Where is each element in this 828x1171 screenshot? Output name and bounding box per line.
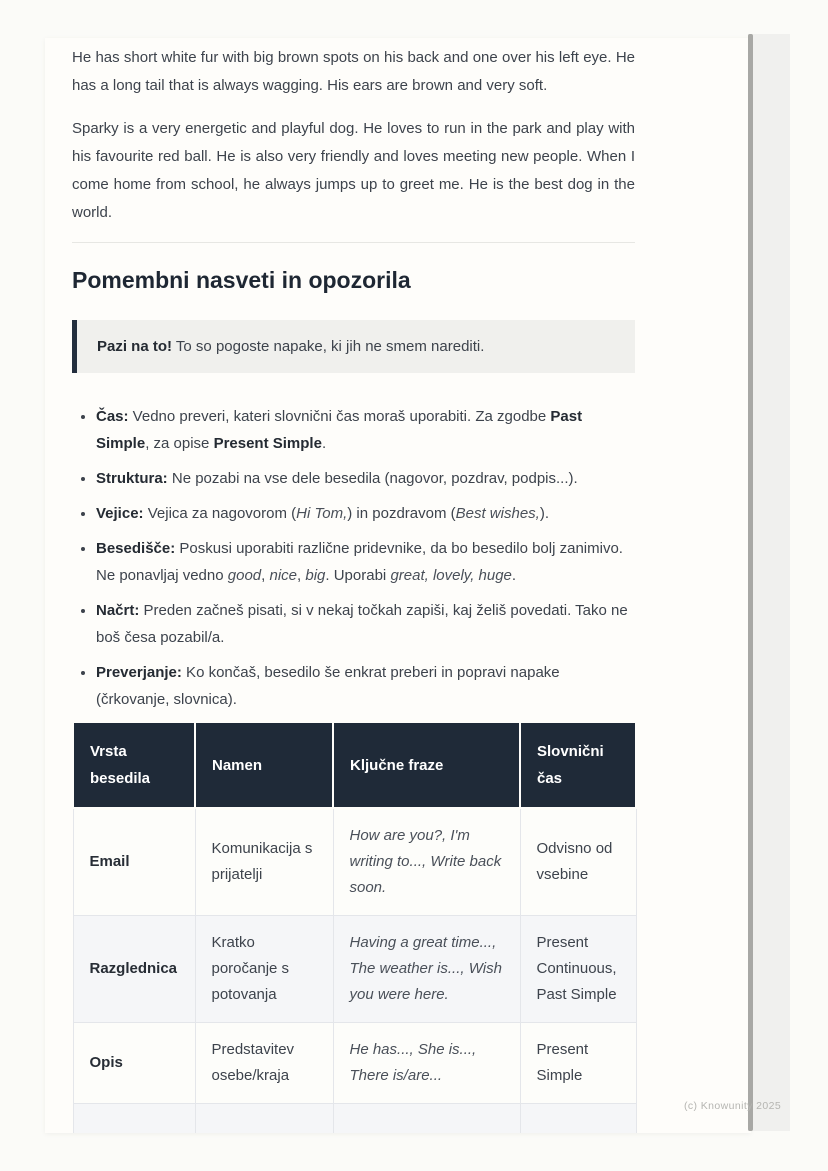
- cell-fraze: He has..., She is..., There is/are...: [333, 1023, 520, 1104]
- table-header-row: [73, 722, 636, 808]
- tip-item-struktura: • Struktura: Ne pozabi na vse dele besedila (nagovor, pozdrav, podpis...).: [96, 465, 635, 492]
- cell-cas: Odvisno od vsebine: [520, 808, 636, 916]
- cell-clipped: [520, 1104, 636, 1134]
- tip-item-vejice: • Vejice: Vejica za nagovorom (Hi Tom,) in pozdravom (Best wishes,).: [96, 500, 635, 527]
- section-divider: [72, 242, 635, 243]
- cell-vrsta: Razglednica: [73, 916, 195, 1023]
- cell-fraze: How are you?, I'm writing to..., Write back soon.: [333, 808, 520, 916]
- scrollbar-thumb[interactable]: [748, 34, 753, 1131]
- cell-clipped: [333, 1104, 520, 1134]
- column-header-namen: Namen: [195, 722, 333, 808]
- cell-cas: Present Simple: [520, 1023, 636, 1104]
- tip-item-cas: • Čas: Vedno preveri, kateri slovnični čas moraš uporabiti. Za zgodbe Past Simple, za opise Present Simple.: [96, 403, 635, 457]
- cell-fraze: Having a great time..., The weather is..., Wish you were here.: [333, 916, 520, 1023]
- cell-namen: Komunikacija s prijatelji: [195, 808, 333, 916]
- table-row-opis: [73, 1023, 636, 1104]
- text-types-table: [72, 721, 637, 1133]
- cell-vrsta: Opis: [73, 1023, 195, 1104]
- cell-cas: Present Continuous, Past Simple: [520, 916, 636, 1023]
- warning-callout: [72, 320, 635, 373]
- callout-title: Pazi na to!: [97, 338, 173, 355]
- column-header-fraze: Ključne fraze: [333, 722, 520, 808]
- document-page: [45, 38, 751, 1133]
- cell-clipped: [195, 1104, 333, 1134]
- column-header-cas: Slovnični čas: [520, 722, 636, 808]
- cell-clipped: [73, 1104, 195, 1134]
- paragraph-dog-appearance: He has short white fur with big brown spots on his back and one over his left eye. He has a long tail that is always wagging. His ears are brown and very soft.: [72, 49, 635, 94]
- tips-list: [72, 403, 635, 713]
- cell-vrsta: Email: [73, 808, 195, 916]
- section-heading: Pomembni nasveti in opozorila: [72, 267, 411, 293]
- paragraph-dog-character: Sparky is a very energetic and playful dog. He loves to run in the park and play with his favourite red ball. He is also very friendly and loves meeting new people. When I come home from school, he always jumps up to greet me. He is the best dog in the world.: [72, 120, 635, 221]
- column-header-vrsta: Vrsta besedila: [73, 722, 195, 808]
- cell-namen: Kratko poročanje s potovanja: [195, 916, 333, 1023]
- scrollbar-track[interactable]: [748, 34, 790, 1131]
- document-content: [72, 38, 635, 1133]
- watermark: (c) Knowunity 2025: [684, 1100, 782, 1112]
- callout-text: To so pogoste napake, ki jih ne smem narediti.: [175, 338, 485, 355]
- table-row-partial: [73, 1104, 636, 1134]
- cell-namen: Predstavitev osebe/kraja: [195, 1023, 333, 1104]
- table-row-email: [73, 808, 636, 916]
- tip-item-nacrt: • Načrt: Preden začneš pisati, si v nekaj točkah zapiši, kaj želiš povedati. Tako ne boš česa pozabil/a.: [96, 597, 635, 651]
- tip-item-preverjanje: • Preverjanje: Ko končaš, besedilo še enkrat preberi in popravi napake (črkovanje, slovnica).: [96, 659, 635, 713]
- table-row-razglednica: [73, 916, 636, 1023]
- tip-item-besedisce: • Besedišče: Poskusi uporabiti različne pridevnike, da bo besedilo bolj zanimivo. Ne ponavljaj vedno good, nice, big. Uporabi great, lovely, huge.: [96, 535, 635, 589]
